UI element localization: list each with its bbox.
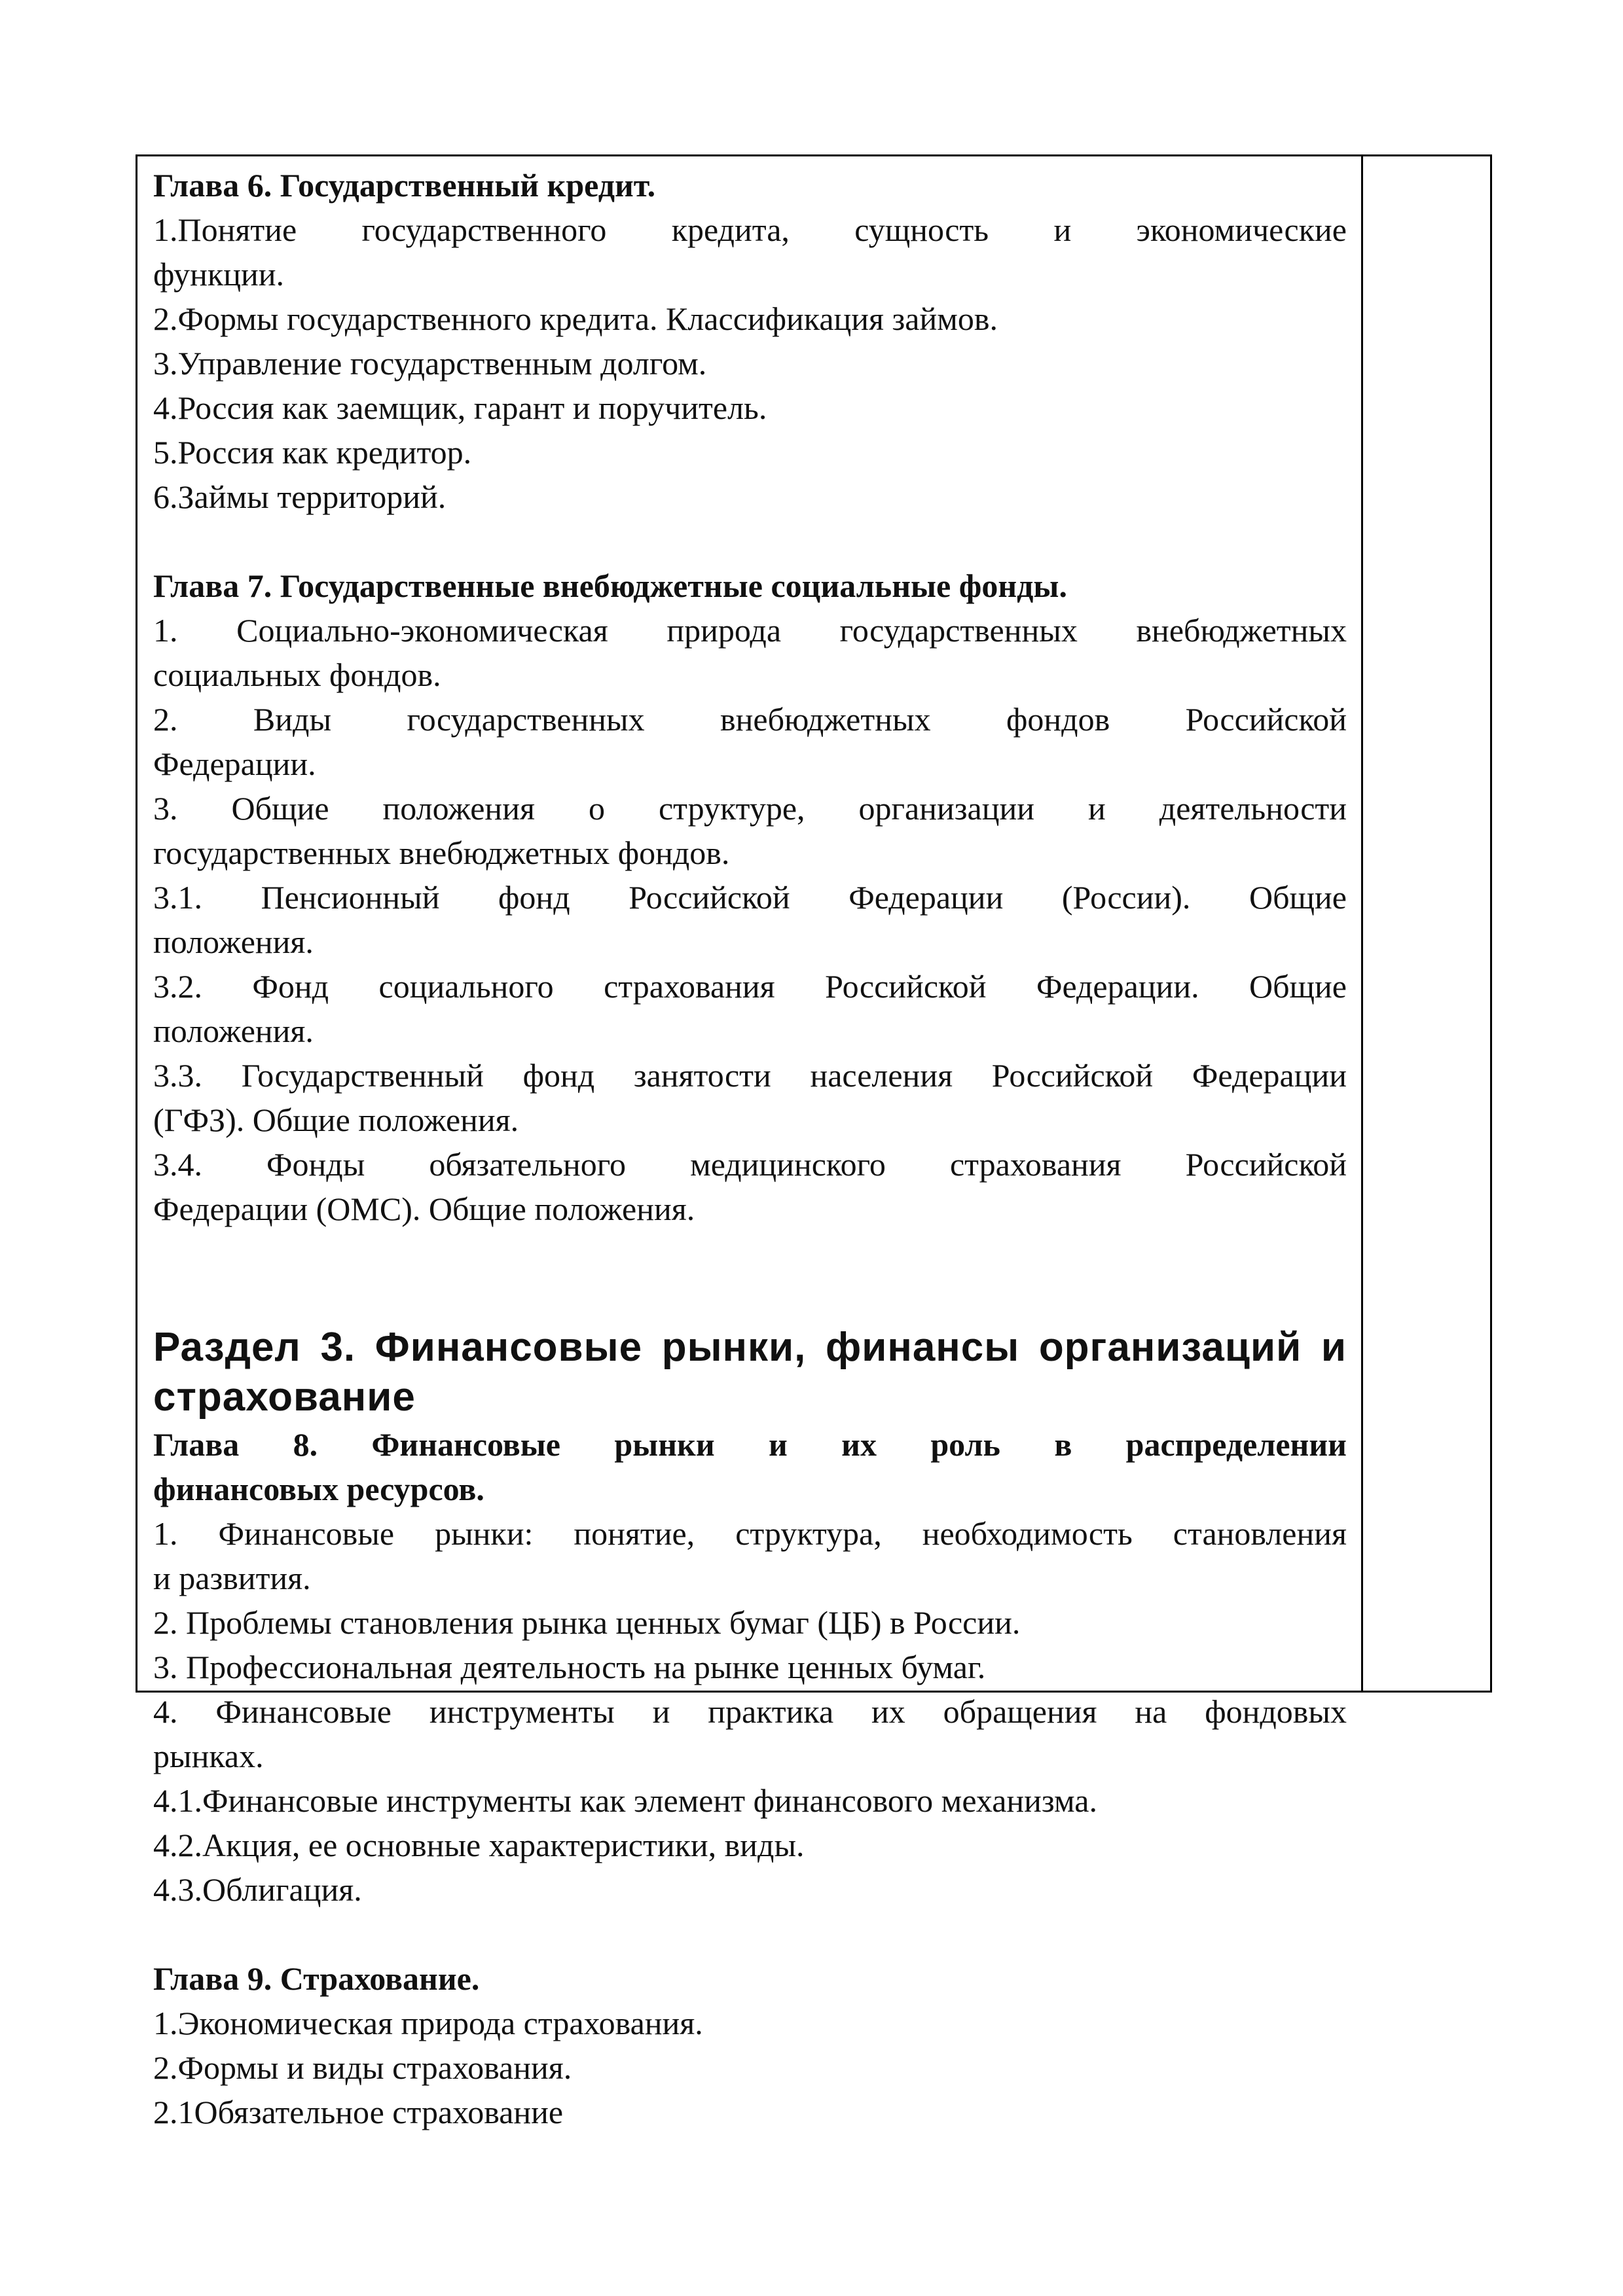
chapter-6-item-1-line-1: 1.Понятие государственного кредита, сущность и экономические [153,211,1347,248]
chapter-8-item-2: 2. Проблемы становления рынка ценных бумаг (ЦБ) в России. [153,1604,1021,1641]
spacer [153,1231,1347,1320]
chapter-6-item-4: 4.Россия как заемщик, гарант и поручитель. [153,389,767,426]
chapter-7-item-3-2-line-1: 3.2. Фонд социального страхования Российской Федерации. Общие [153,968,1347,1005]
chapter-6-title: Глава 6. Государственный кредит. [153,167,656,204]
chapter-7-item-3-line-1: 3. Общие положения о структуре, организации и деятельности [153,790,1347,827]
content-cell [137,156,1363,2130]
chapter-9-item-2-1: 2.1Обязательное страхование [153,2094,564,2130]
chapter-6-item-1-line-2: функции. [153,256,284,293]
chapter-7-item-2-line-2: Федерации. [153,745,316,782]
chapter-8-item-4-line-2: рынках. [153,1738,264,1774]
chapter-7-item-3-3-line-2: (ГФЗ). Общие положения. [153,1102,519,1138]
section-3-title [153,1323,1347,1422]
chapter-6-item-3: 3.Управление государственным долгом. [153,345,707,382]
chapter-7-item-3-4-line-1: 3.4. Фонды обязательного медицинского страхования Российской [153,1146,1347,1183]
chapter-8-title [153,1422,1347,1511]
chapter-8-item-3: 3. Профессиональная деятельность на рынке ценных бумаг. [153,1649,986,1685]
chapter-7-item-1-line-2: социальных фондов. [153,656,441,693]
chapter-7-item-3-3-line-1: 3.3. Государственный фонд занятости населения Российской Федерации [153,1057,1347,1094]
chapter-8-item-4-line-1: 4. Финансовые инструменты и практика их обращения на фондовых [153,1693,1347,1730]
chapter-9-item-2: 2.Формы и виды страхования. [153,2049,572,2086]
chapter-8-item-1-line-2: и развития. [153,1560,311,1596]
spacer [153,519,1347,564]
chapter-8-item-1-line-1: 1. Финансовые рынки: понятие, структура, необходимость становления [153,1515,1347,1552]
chapter-7-item-2-line-1: 2. Виды государственных внебюджетных фондов Российской [153,701,1347,738]
chapter-8-item-4-1: 4.1.Финансовые инструменты как элемент финансового механизма. [153,1782,1097,1819]
chapter-8-item-4-3: 4.3.Облигация. [153,1871,362,1908]
spacer [153,1912,1347,1956]
chapter-8-title-line-2: финансовых ресурсов. [153,1471,484,1507]
empty-side-cell [1363,156,1490,1691]
section-3-title-line-2: страхование [153,1374,416,1420]
chapter-7-item-1-line-1: 1. Социально-экономическая природа государственных внебюджетных [153,612,1347,649]
chapter-7-item-3-4-line-2: Федерации (ОМС). Общие положения. [153,1191,695,1227]
chapter-6-item-5: 5.Россия как кредитор. [153,434,472,471]
chapter-7-item-3-1-line-1: 3.1. Пенсионный фонд Российской Федерации (России). Общие [153,879,1347,916]
chapter-9-title: Глава 9. Страхование. [153,1960,480,1997]
section-3-title-line-1: Раздел 3. Финансовые рынки, финансы организаций и [153,1325,1347,1370]
chapter-6-item-6: 6.Займы территорий. [153,478,447,515]
chapter-7-item-3-line-2: государственных внебюджетных фондов. [153,834,730,871]
chapter-8-title-line-1: Глава 8. Финансовые рынки и их роль в распределении [153,1426,1347,1463]
chapter-9-item-1: 1.Экономическая природа страхования. [153,2005,703,2041]
chapter-6-item-2: 2.Формы государственного кредита. Классификация займов. [153,300,998,337]
syllabus-table [136,154,1492,2130]
chapter-7-item-3-1-line-2: положения. [153,924,314,960]
chapter-8-item-4-2: 4.2.Акция, ее основные характеристики, виды. [153,1827,805,1863]
chapter-7-item-3-2-line-2: положения. [153,1013,314,1049]
chapter-7-title: Глава 7. Государственные внебюджетные социальные фонды. [153,567,1067,604]
